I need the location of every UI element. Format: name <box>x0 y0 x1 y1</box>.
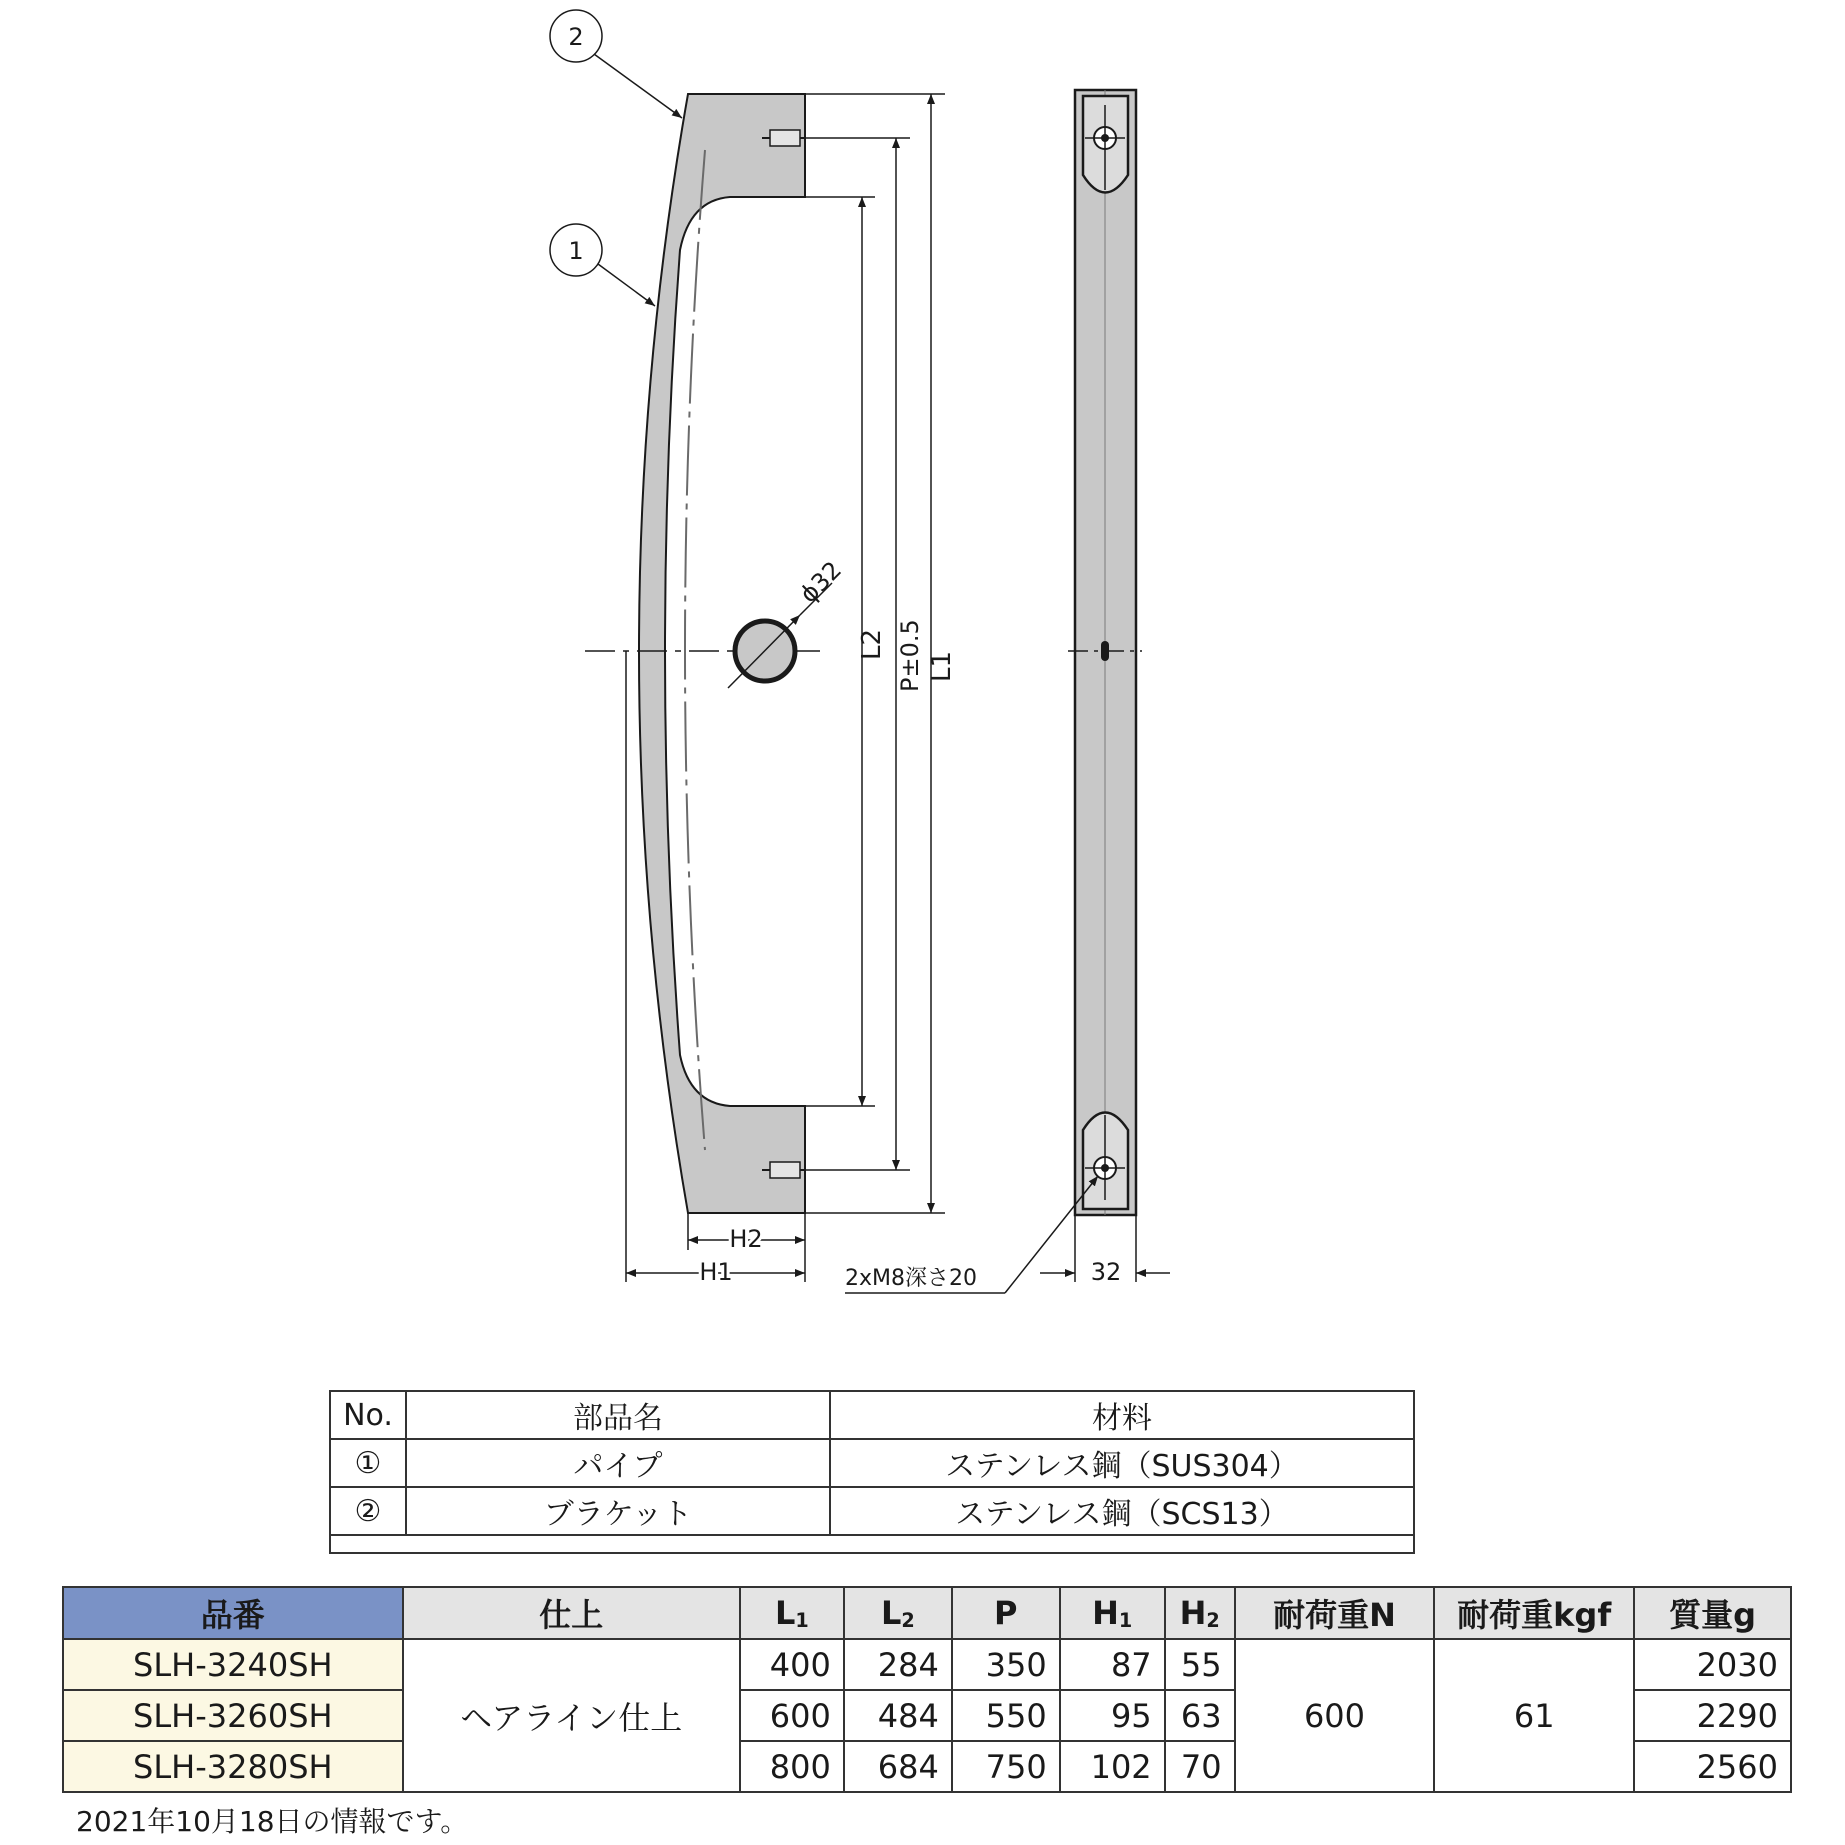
load-kgf-cell: 61 <box>1434 1639 1634 1792</box>
header-no: No. <box>330 1391 406 1439</box>
L2-cell: 484 <box>844 1690 952 1741</box>
svg-text:2: 2 <box>568 23 584 51</box>
header-finish: 仕上 <box>403 1587 740 1639</box>
svg-text:1: 1 <box>568 237 584 265</box>
dim-H2: H2 <box>729 1225 763 1253</box>
spec-header-row <box>63 1587 1791 1639</box>
header-mass: 質量g <box>1634 1587 1791 1639</box>
P-cell: 350 <box>952 1639 1060 1690</box>
L2-cell: 684 <box>844 1741 952 1792</box>
model-cell: SLH-3260SH <box>63 1690 403 1741</box>
mass-cell: 2560 <box>1634 1741 1791 1792</box>
part-balloon-1 <box>550 224 655 306</box>
thread-note <box>845 1176 1098 1293</box>
part-balloon-2 <box>550 10 682 118</box>
svg-text:2xM8深さ20: 2xM8深さ20 <box>845 1266 977 1291</box>
finish-cell: ヘアライン仕上 <box>403 1639 740 1792</box>
part-name: ブラケット <box>406 1487 830 1535</box>
empty-row <box>330 1535 1414 1553</box>
L1-cell: 600 <box>740 1690 844 1741</box>
H1-cell: 87 <box>1060 1639 1165 1690</box>
part-name: パイプ <box>406 1439 830 1487</box>
header-L1: $L_1$ <box>740 1587 844 1639</box>
header-L2: $L_2$ <box>844 1587 952 1639</box>
diameter-label: ϕ32 <box>794 555 848 609</box>
header-part-name: 部品名 <box>406 1391 830 1439</box>
header-material: 材料 <box>830 1391 1414 1439</box>
handle-side-view <box>1068 90 1142 1215</box>
header-H2: $H_2$ <box>1165 1587 1235 1639</box>
part-material: ステンレス鋼（SUS304） <box>830 1439 1414 1487</box>
model-cell: SLH-3240SH <box>63 1639 403 1690</box>
mass-cell: 2290 <box>1634 1690 1791 1741</box>
parts-header-row <box>330 1391 1414 1439</box>
L1-cell: 400 <box>740 1639 844 1690</box>
header-H1: $H_1$ <box>1060 1587 1165 1639</box>
model-cell: SLH-3280SH <box>63 1741 403 1792</box>
H2-cell: 63 <box>1165 1690 1235 1741</box>
P-cell: 750 <box>952 1741 1060 1792</box>
header-load-kgf: 耐荷重kgf <box>1434 1587 1634 1639</box>
table-row <box>63 1639 1791 1690</box>
part-no: ① <box>330 1439 406 1487</box>
part-no: ② <box>330 1487 406 1535</box>
dim-H1: H1 <box>699 1258 733 1286</box>
mass-cell: 2030 <box>1634 1639 1791 1690</box>
dim-32: 32 <box>1090 1258 1122 1286</box>
dim-L1: L1 <box>927 650 957 682</box>
dim-L2: L2 <box>857 628 887 660</box>
H1-cell: 95 <box>1060 1690 1165 1741</box>
H2-cell: 70 <box>1165 1741 1235 1792</box>
load-n-cell: 600 <box>1235 1639 1435 1792</box>
header-P: P <box>952 1587 1060 1639</box>
L1-cell: 800 <box>740 1741 844 1792</box>
H1-cell: 102 <box>1060 1741 1165 1792</box>
spec-table <box>62 1586 1792 1793</box>
part-material: ステンレス鋼（SCS13） <box>830 1487 1414 1535</box>
header-load-n: 耐荷重N <box>1235 1587 1435 1639</box>
H2-cell: 55 <box>1165 1639 1235 1690</box>
header-model: 品番 <box>63 1587 403 1639</box>
dim-P: P±0.5 <box>896 619 924 692</box>
table-row <box>330 1439 1414 1487</box>
info-date-footnote: 2021年10月18日の情報です。 <box>76 1805 469 1838</box>
parts-table <box>329 1390 1415 1554</box>
handle-front-view <box>585 94 847 1213</box>
table-row <box>330 1487 1414 1535</box>
P-cell: 550 <box>952 1690 1060 1741</box>
L2-cell: 284 <box>844 1639 952 1690</box>
